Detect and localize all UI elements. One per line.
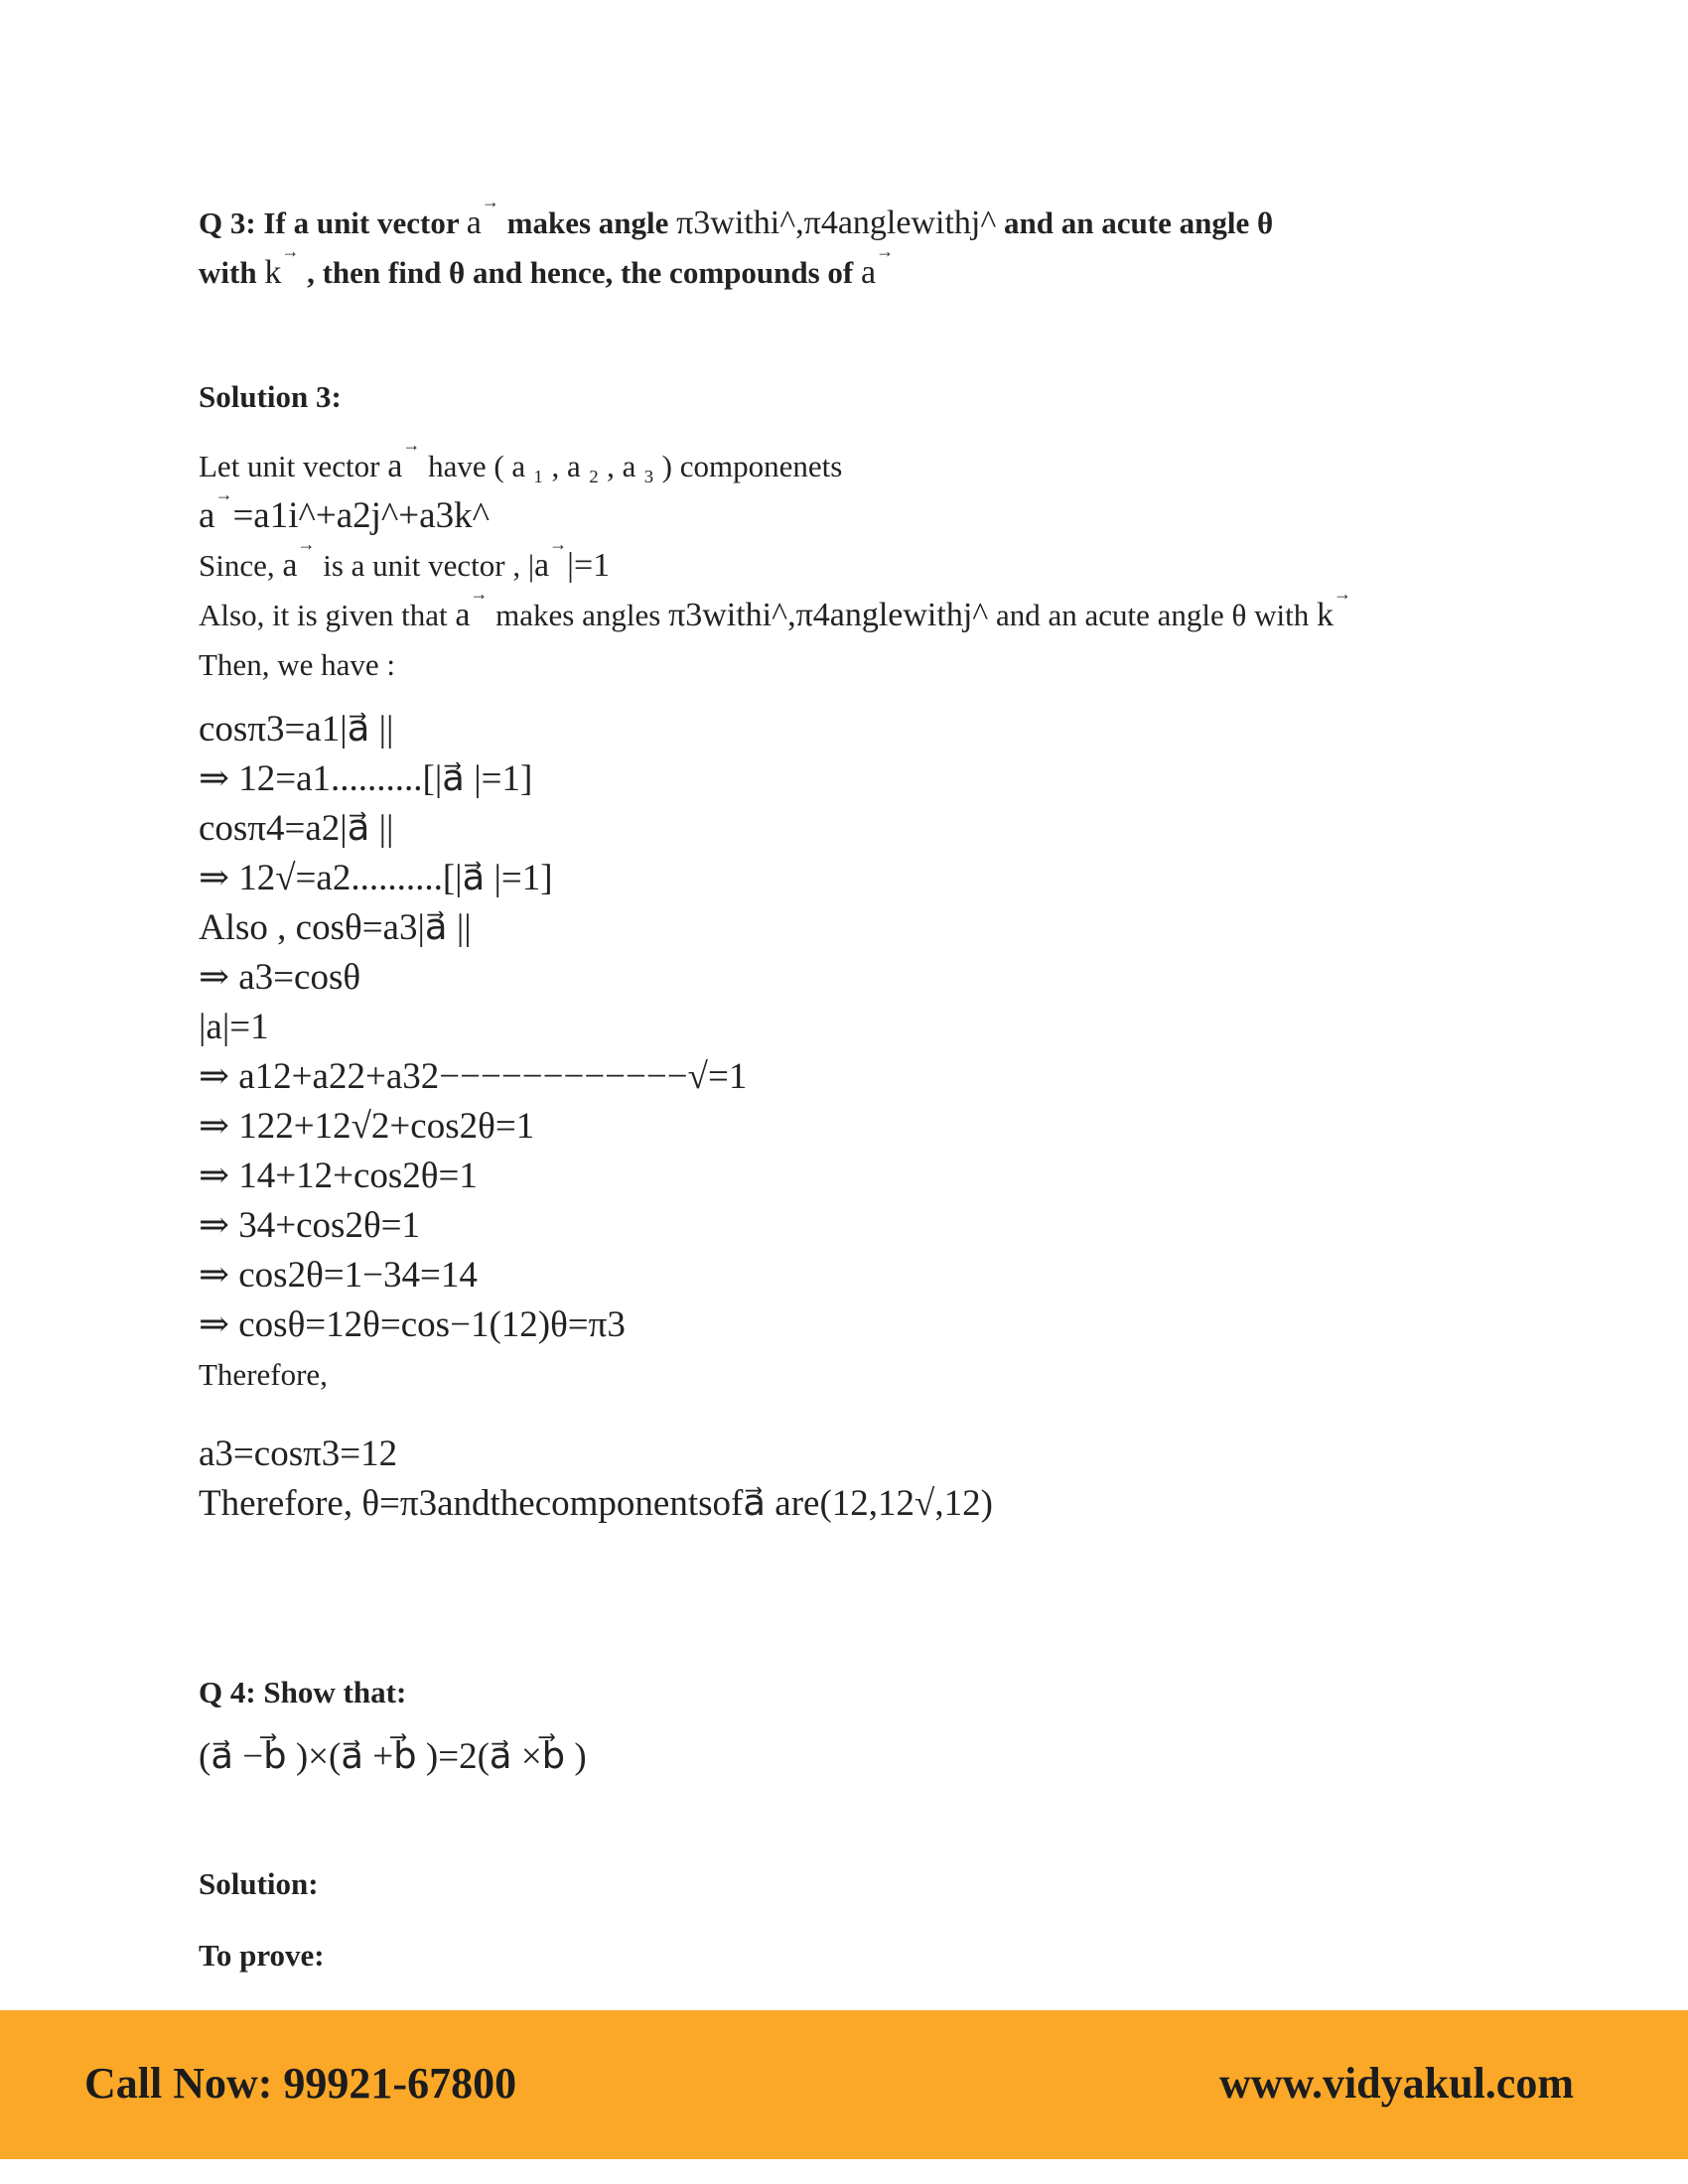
equation-line: cosπ4=a2|a⃗ || [199, 808, 394, 849]
question-3-line-1: Q 3: If a unit vector a → makes angle π3withi^,π4anglewithj^ and an acute angle θ [199, 192, 1274, 241]
solution-4-heading: Solution: [199, 1866, 319, 1901]
equation-line: ⇒ 14+12+cos2θ=1 [199, 1156, 478, 1196]
equation-block [199, 705, 747, 1400]
equation-line: ⇒ 12=a1..........[|a⃗ |=1] [199, 758, 533, 799]
question-3 [199, 192, 1274, 298]
solution-line: Then, we have : [199, 647, 395, 682]
solution-line: a → =a1i^+a2j^+a3k^ [199, 484, 490, 536]
equation-line: ⇒ 12√=a2..........[|a⃗ |=1] [199, 858, 553, 898]
solution-line: Also, it is given that a → makes angles π3withi^,π4anglewithj^ and an acute angle θ with k → [199, 584, 1351, 633]
result-line: a3=cosπ3=12 [199, 1433, 398, 1474]
equation-line: ⇒ 34+cos2θ=1 [199, 1205, 421, 1246]
solution-line: Let unit vector a → have ( a ₁ , a ₂ , a ₃ ) componenets [199, 435, 843, 484]
equation-line: ⇒ cos2θ=1−34=14 [199, 1255, 478, 1296]
equation-line: ⇒ 122+12√2+cos2θ=1 [199, 1106, 535, 1147]
equation-line: ⇒ a12+a22+a32−−−−−−−−−−−−√=1 [199, 1056, 748, 1097]
footer-banner [0, 2010, 1688, 2159]
question-4-expression: (a⃗ −b⃗ )×(a⃗ +b⃗ )=2(a⃗ ×b⃗ ) [199, 1736, 587, 1777]
solution-line: Since, a → is a unit vector , |a → |=1 [199, 534, 611, 584]
equation-line: Therefore, [199, 1357, 328, 1392]
to-prove-label: To prove: [199, 1938, 325, 1973]
solution-3-heading: Solution 3: [199, 379, 342, 414]
website-link[interactable]: www.vidyakul.com [1219, 2059, 1574, 2108]
equation-line: ⇒ a3=cosθ [199, 957, 361, 998]
equation-line: |a|=1 [199, 1007, 269, 1047]
solution-3-body [199, 435, 1351, 690]
result-line: Therefore, θ=π3andthecomponentsofa⃗ are(12,12√,12) [199, 1483, 993, 1524]
call-now-text[interactable]: Call Now: 99921-67800 [84, 2059, 517, 2108]
question-3-line-2: with k → , then find θ and hence, the compounds of a → [199, 241, 895, 291]
equation-line: cosπ3=a1|a⃗ || [199, 709, 394, 750]
question-4-heading: Q 4: Show that: [199, 1675, 407, 1709]
equation-line: ⇒ cosθ=12θ=cos−1(12)θ=π3 [199, 1304, 626, 1345]
equation-line: Also , cosθ=a3|a⃗ || [199, 907, 472, 948]
